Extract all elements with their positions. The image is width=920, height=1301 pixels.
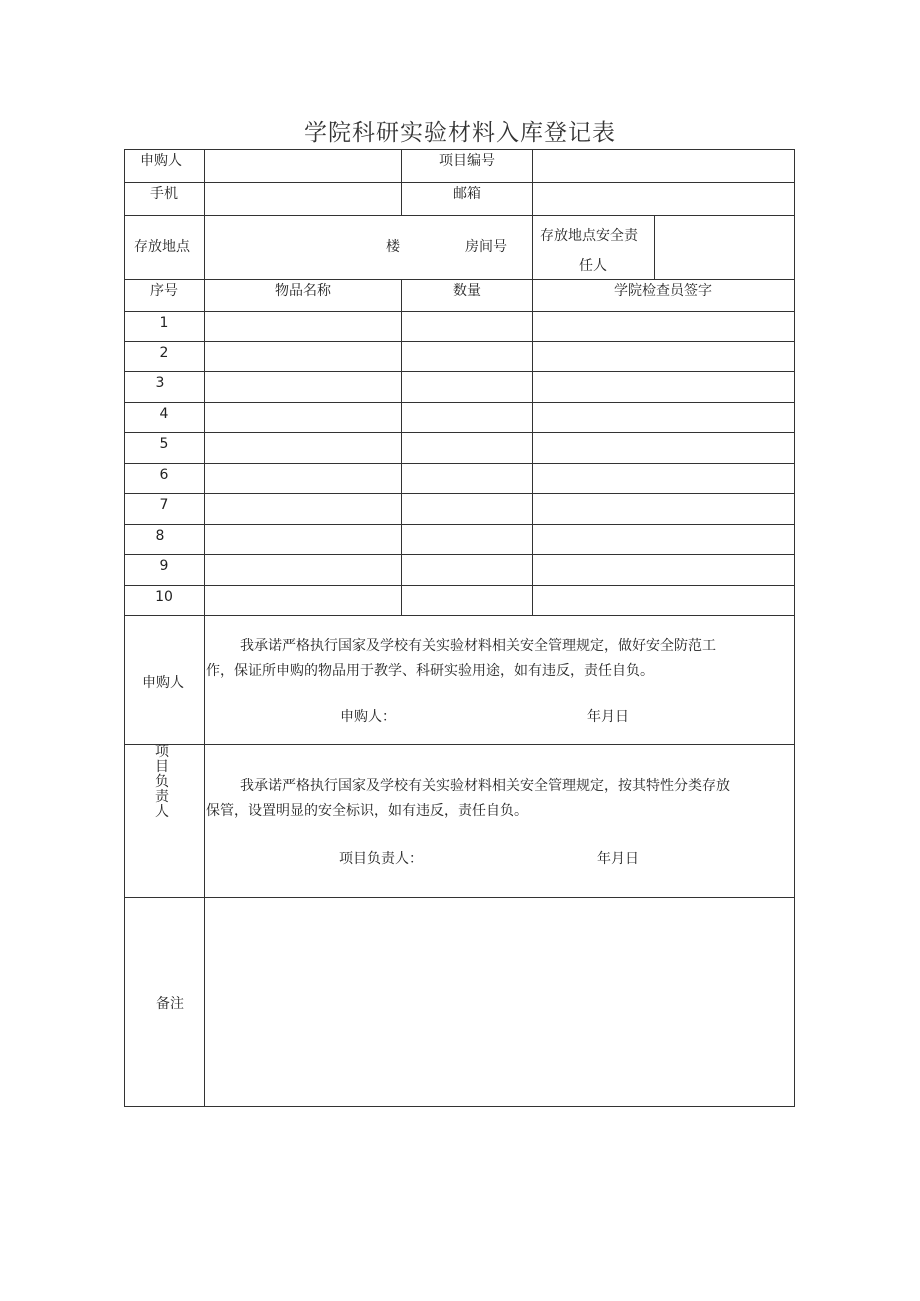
item-name-cell[interactable]: [205, 403, 401, 432]
inspector-sign-cell[interactable]: [533, 372, 794, 402]
purchaser-signature-label: 申购人：: [340, 709, 396, 725]
item-name-cell[interactable]: [205, 525, 401, 554]
building-input[interactable]: [205, 216, 383, 279]
item-name-cell[interactable]: [205, 372, 401, 402]
leader-signature-field[interactable]: [427, 845, 587, 871]
project-number-input[interactable]: [533, 150, 794, 182]
email-label: 邮箱: [453, 186, 481, 202]
row-number: 10: [155, 589, 173, 605]
room-number-label: 房间号: [465, 239, 507, 255]
inspector-sign-cell[interactable]: [533, 555, 794, 585]
row-number: 4: [159, 406, 169, 422]
quantity-cell[interactable]: [402, 555, 532, 585]
quantity-cell[interactable]: [402, 372, 532, 402]
leader-date-label: 年月日: [597, 851, 639, 867]
table-border: [124, 149, 125, 1107]
inspector-sign-cell[interactable]: [533, 586, 794, 615]
row-number: 9: [159, 558, 169, 574]
column-header-quantity: 数量: [453, 283, 481, 299]
inspector-sign-cell[interactable]: [533, 312, 794, 341]
phone-label: 手机: [150, 186, 178, 202]
table-border: [124, 744, 795, 745]
storage-location-label: 存放地点: [134, 239, 190, 255]
leader-signature-label: 项目负责人：: [339, 851, 423, 867]
table-border: [401, 149, 402, 215]
room-number-input[interactable]: [402, 216, 462, 279]
table-border: [124, 1106, 795, 1107]
purchaser-date-label: 年月日: [587, 709, 629, 725]
pledge-line: 我承诺严格执行国家及学校有关实验材料相关安全管理规定，按其特性分类存放: [240, 778, 730, 794]
column-header-inspector-sign: 学院检查员签字: [614, 283, 712, 299]
pledge-line: 作，保证所申购的物品用于教学、科研实验用途，如有违反，责任自负。: [206, 663, 654, 679]
remarks-input[interactable]: [205, 898, 794, 1106]
purchaser-pledge-text: [206, 634, 792, 684]
column-header-seq: 序号: [150, 283, 178, 299]
purchaser-label: 申购人: [140, 153, 182, 169]
remarks-label: 备注: [156, 996, 184, 1012]
phone-input[interactable]: [205, 183, 401, 215]
purchaser-input[interactable]: [205, 150, 401, 182]
quantity-cell[interactable]: [402, 403, 532, 432]
table-border: [794, 149, 795, 1107]
quantity-cell[interactable]: [402, 312, 532, 341]
column-header-item-name: 物品名称: [275, 283, 331, 299]
item-name-cell[interactable]: [205, 312, 401, 341]
item-name-cell[interactable]: [205, 342, 401, 371]
inspector-sign-cell[interactable]: [533, 403, 794, 432]
email-input[interactable]: [533, 183, 794, 215]
building-label: 楼: [386, 239, 400, 255]
leader-pledge-text: [206, 774, 792, 824]
table-border: [124, 615, 795, 616]
row-number: 1: [159, 315, 169, 331]
row-number: 8: [155, 528, 165, 544]
inspector-sign-cell[interactable]: [533, 464, 794, 493]
quantity-cell[interactable]: [402, 464, 532, 493]
pledge-line: 我承诺严格执行国家及学校有关实验材料相关安全管理规定，做好安全防范工: [240, 638, 716, 654]
quantity-cell[interactable]: [402, 586, 532, 615]
item-name-cell[interactable]: [205, 464, 401, 493]
pledge-line: 保管，设置明显的安全标识，如有违反，责任自负。: [206, 803, 528, 819]
table-border: [124, 279, 795, 280]
item-name-cell[interactable]: [205, 586, 401, 615]
inspector-sign-cell[interactable]: [533, 433, 794, 463]
row-number: 6: [159, 467, 169, 483]
page-title: 学院科研实验材料入库登记表: [304, 120, 616, 146]
row-number: 7: [159, 497, 169, 513]
quantity-cell[interactable]: [402, 494, 532, 524]
row-number: 5: [159, 436, 169, 452]
purchaser-signature-field[interactable]: [398, 703, 578, 729]
inspector-sign-cell[interactable]: [533, 525, 794, 554]
inspector-sign-cell[interactable]: [533, 494, 794, 524]
item-name-cell[interactable]: [205, 555, 401, 585]
item-name-cell[interactable]: [205, 494, 401, 524]
inspector-sign-cell[interactable]: [533, 342, 794, 371]
row-number: 2: [159, 345, 169, 361]
purchaser-pledge-label: 申购人: [142, 675, 184, 691]
safety-person-input[interactable]: [655, 216, 794, 279]
safety-person-label-line1: 存放地点安全责: [540, 228, 638, 244]
quantity-cell[interactable]: [402, 342, 532, 371]
safety-person-label-line2: 任人: [579, 258, 607, 274]
project-leader-label: 项目负责人: [155, 744, 169, 820]
row-number: 3: [155, 375, 165, 391]
quantity-cell[interactable]: [402, 525, 532, 554]
quantity-cell[interactable]: [402, 433, 532, 463]
project-number-label: 项目编号: [439, 153, 495, 169]
item-name-cell[interactable]: [205, 433, 401, 463]
